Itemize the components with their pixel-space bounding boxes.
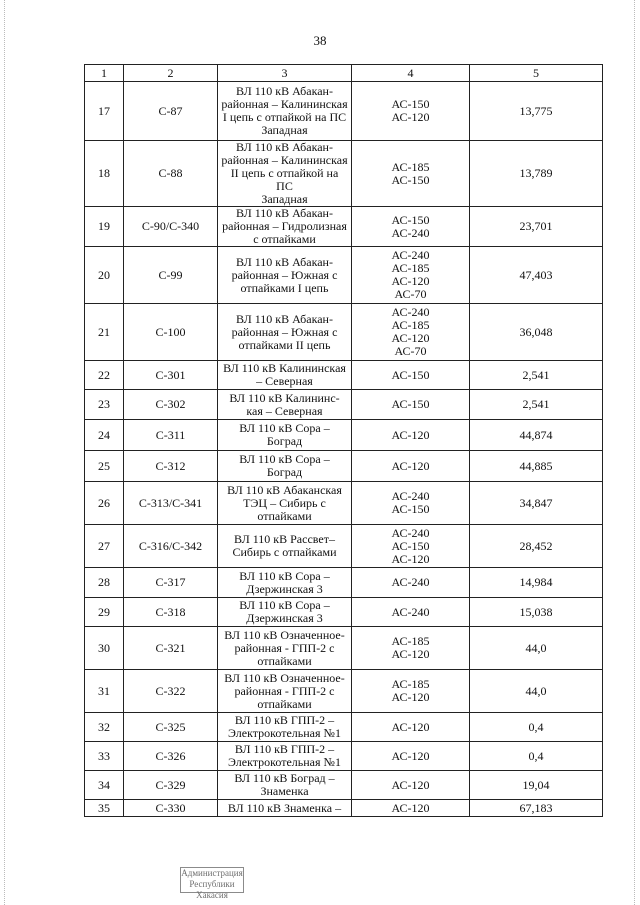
row-number-cell: 26 (85, 482, 124, 525)
line-code-cell: С-312 (124, 451, 218, 482)
table-row (85, 420, 603, 451)
table-row (85, 451, 603, 482)
line-length-cell: 0,4 (470, 713, 603, 742)
line-length-cell: 44,874 (470, 420, 603, 451)
line-code-cell: С-99 (124, 247, 218, 304)
line-length-cell: 13,775 (470, 82, 603, 141)
row-number-cell: 17 (85, 82, 124, 141)
wire-type-cell: АС-120 (352, 800, 470, 817)
wire-type-cell: АС-240 АС-185 АС-120 АС-70 (352, 304, 470, 361)
table-row (85, 390, 603, 420)
line-code-cell: С-329 (124, 771, 218, 800)
header-cell: 5 (470, 65, 603, 82)
line-length-cell: 15,038 (470, 598, 603, 627)
row-number-cell: 32 (85, 713, 124, 742)
wire-type-cell: АС-120 (352, 420, 470, 451)
line-code-cell: С-90/С-340 (124, 207, 218, 247)
row-number-cell: 27 (85, 525, 124, 568)
table-row (85, 713, 603, 742)
wire-type-cell: АС-240 АС-150 (352, 482, 470, 525)
line-code-cell: С-321 (124, 627, 218, 670)
wire-type-cell: АС-150 (352, 361, 470, 390)
wire-type-cell: АС-185 АС-150 (352, 141, 470, 207)
line-code-cell: С-318 (124, 598, 218, 627)
row-number-cell: 25 (85, 451, 124, 482)
line-name-cell: ВЛ 110 кВ Абаканская ТЭЦ – Сибирь с отпайками (218, 482, 352, 525)
row-number-cell: 19 (85, 207, 124, 247)
line-code-cell: С-326 (124, 742, 218, 771)
header-cell: 3 (218, 65, 352, 82)
line-name-cell: ВЛ 110 кВ Калининс- кая – Северная (218, 390, 352, 420)
archive-stamp: Администрация Республики Хакасия (181, 868, 243, 900)
table-row (85, 247, 603, 304)
line-name-cell: ВЛ 110 кВ Абакан- районная – Гидролизная с отпайками (218, 207, 352, 247)
row-number-cell: 34 (85, 771, 124, 800)
page-number: 38 (313, 33, 327, 48)
line-length-cell: 44,0 (470, 627, 603, 670)
table-row (85, 568, 603, 598)
line-name-cell: ВЛ 110 кВ ГПП-2 – Электрокотельная №1 (218, 713, 352, 742)
row-number-cell: 24 (85, 420, 124, 451)
line-name-cell: ВЛ 110 кВ ГПП-2 – Электрокотельная №1 (218, 742, 352, 771)
line-length-cell: 67,183 (470, 800, 603, 817)
line-name-cell: ВЛ 110 кВ Боград – Знаменка (218, 771, 352, 800)
line-name-cell: ВЛ 110 кВ Сора – Дзержинская 3 (218, 598, 352, 627)
wire-type-cell: АС-240 (352, 568, 470, 598)
line-name-cell: ВЛ 110 кВ Абакан- районная – Калининская I цепь с отпайкой на ПС Западная (218, 82, 352, 141)
power-lines-table (84, 64, 603, 817)
line-name-cell: ВЛ 110 кВ Сора – Боград (218, 451, 352, 482)
wire-type-cell: АС-150 АС-120 (352, 82, 470, 141)
line-code-cell: С-316/С-342 (124, 525, 218, 568)
wire-type-cell: АС-120 (352, 742, 470, 771)
wire-type-cell: АС-240 АС-150 АС-120 (352, 525, 470, 568)
line-code-cell: С-322 (124, 670, 218, 713)
line-code-cell: С-302 (124, 390, 218, 420)
line-code-cell: С-325 (124, 713, 218, 742)
row-number-cell: 35 (85, 800, 124, 817)
left-margin-dots (4, 0, 5, 905)
table-row (85, 670, 603, 713)
line-code-cell: С-100 (124, 304, 218, 361)
line-name-cell: ВЛ 110 кВ Означенное- районная - ГПП-2 с отпайками (218, 627, 352, 670)
table-row (85, 598, 603, 627)
line-name-cell: ВЛ 110 кВ Рассвет– Сибирь с отпайками (218, 525, 352, 568)
line-name-cell: ВЛ 110 кВ Сора – Боград (218, 420, 352, 451)
line-name-cell: ВЛ 110 кВ Калининская – Северная (218, 361, 352, 390)
line-length-cell: 13,789 (470, 141, 603, 207)
line-code-cell: С-87 (124, 82, 218, 141)
table-body (85, 65, 603, 817)
table-row (85, 742, 603, 771)
line-length-cell: 2,541 (470, 390, 603, 420)
right-margin-dots (634, 0, 635, 905)
table-header-row (85, 65, 603, 82)
line-length-cell: 0,4 (470, 742, 603, 771)
table-row (85, 207, 603, 247)
row-number-cell: 20 (85, 247, 124, 304)
line-length-cell: 14,984 (470, 568, 603, 598)
wire-type-cell: АС-185 АС-120 (352, 670, 470, 713)
wire-type-cell: АС-150 (352, 390, 470, 420)
line-name-cell: ВЛ 110 кВ Абакан- районная – Южная с отпайками II цепь (218, 304, 352, 361)
header-cell: 1 (85, 65, 124, 82)
table-row (85, 771, 603, 800)
line-length-cell: 44,885 (470, 451, 603, 482)
table-row (85, 525, 603, 568)
line-length-cell: 28,452 (470, 525, 603, 568)
table-row (85, 304, 603, 361)
wire-type-cell: АС-185 АС-120 (352, 627, 470, 670)
line-name-cell: ВЛ 110 кВ Знаменка – (218, 800, 352, 817)
line-name-cell: ВЛ 110 кВ Абакан- районная – Южная с отпайками I цепь (218, 247, 352, 304)
row-number-cell: 23 (85, 390, 124, 420)
line-code-cell: С-330 (124, 800, 218, 817)
line-length-cell: 36,048 (470, 304, 603, 361)
row-number-cell: 22 (85, 361, 124, 390)
row-number-cell: 31 (85, 670, 124, 713)
line-length-cell: 47,403 (470, 247, 603, 304)
line-name-cell: ВЛ 110 кВ Означенное- районная - ГПП-2 с отпайками (218, 670, 352, 713)
table-row (85, 482, 603, 525)
table-row (85, 141, 603, 207)
line-code-cell: С-317 (124, 568, 218, 598)
wire-type-cell: АС-240 (352, 598, 470, 627)
header-cell: 2 (124, 65, 218, 82)
row-number-cell: 30 (85, 627, 124, 670)
line-length-cell: 19,04 (470, 771, 603, 800)
wire-type-cell: АС-240 АС-185 АС-120 АС-70 (352, 247, 470, 304)
line-length-cell: 34,847 (470, 482, 603, 525)
line-code-cell: С-313/С-341 (124, 482, 218, 525)
line-name-cell: ВЛ 110 кВ Абакан- районная – Калининская II цепь с отпайкой на ПС Западная (218, 141, 352, 207)
wire-type-cell: АС-120 (352, 713, 470, 742)
line-code-cell: С-301 (124, 361, 218, 390)
table-row (85, 800, 603, 817)
line-length-cell: 23,701 (470, 207, 603, 247)
table-row (85, 361, 603, 390)
line-length-cell: 2,541 (470, 361, 603, 390)
row-number-cell: 28 (85, 568, 124, 598)
line-length-cell: 44,0 (470, 670, 603, 713)
row-number-cell: 33 (85, 742, 124, 771)
line-code-cell: С-88 (124, 141, 218, 207)
line-code-cell: С-311 (124, 420, 218, 451)
header-cell: 4 (352, 65, 470, 82)
line-name-cell: ВЛ 110 кВ Сора – Дзержинская 3 (218, 568, 352, 598)
table-row (85, 82, 603, 141)
wire-type-cell: АС-150 АС-240 (352, 207, 470, 247)
table-row (85, 627, 603, 670)
row-number-cell: 21 (85, 304, 124, 361)
wire-type-cell: АС-120 (352, 451, 470, 482)
row-number-cell: 29 (85, 598, 124, 627)
row-number-cell: 18 (85, 141, 124, 207)
wire-type-cell: АС-120 (352, 771, 470, 800)
